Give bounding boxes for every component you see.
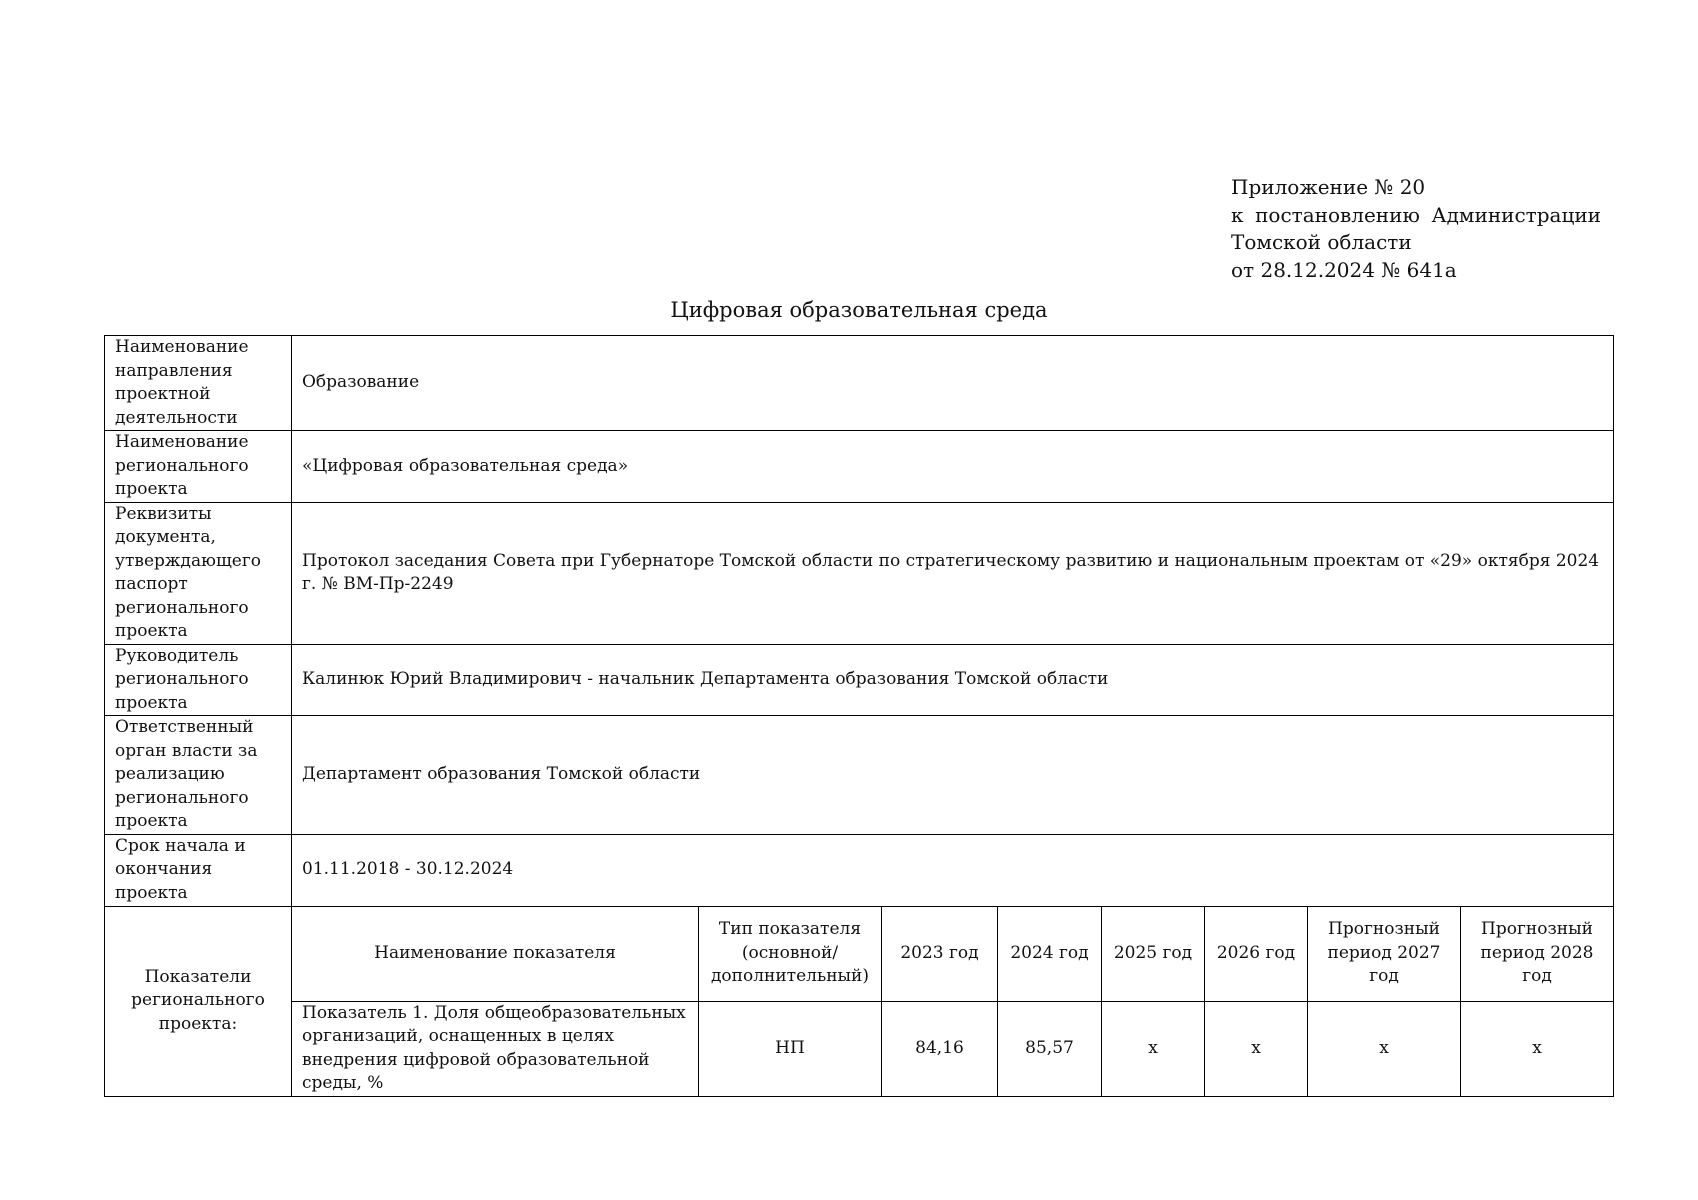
appendix-block bbox=[1231, 174, 1601, 284]
header-year-2026: 2026 год bbox=[1205, 906, 1308, 1001]
indicator-type-cell: НП bbox=[699, 1001, 882, 1096]
appendix-word: постановлению bbox=[1255, 202, 1420, 227]
row-value-document: Протокол заседания Совета при Губернаторе Томской области по стратегическому развитию и национальным проектам от «29» октября 2024 г. № ВМ-Пр-2249 bbox=[292, 502, 1614, 644]
header-year-2025: 2025 год bbox=[1102, 906, 1205, 1001]
header-forecast-2028: Прогнозный период 2028 год bbox=[1461, 906, 1614, 1001]
header-indicator-type: Тип показателя (основной/ дополнительный) bbox=[699, 906, 882, 1001]
project-passport-table bbox=[104, 335, 1614, 1097]
header-year-2024: 2024 год bbox=[998, 906, 1102, 1001]
indicator-value-2027: х bbox=[1308, 1001, 1461, 1096]
indicator-name-cell: Показатель 1. Доля общеобразовательных организаций, оснащенных в целях внедрения цифровой образовательной среды, % bbox=[292, 1001, 699, 1096]
row-value-project-name: «Цифровая образовательная среда» bbox=[292, 431, 1614, 503]
appendix-date-number: от 28.12.2024 № 641а bbox=[1231, 257, 1457, 282]
header-year-2023: 2023 год bbox=[882, 906, 998, 1001]
appendix-word: к bbox=[1231, 202, 1244, 227]
document-title: Цифровая образовательная среда bbox=[670, 298, 1048, 322]
indicator-value-2028: х bbox=[1461, 1001, 1614, 1096]
appendix-region: Томской области bbox=[1231, 230, 1412, 254]
row-value-period: 01.11.2018 - 30.12.2024 bbox=[292, 834, 1614, 906]
appendix-word: Администрации bbox=[1431, 202, 1601, 227]
appendix-number: Приложение № 20 bbox=[1231, 175, 1426, 199]
row-label-head: Руководитель регионального проекта bbox=[105, 644, 292, 716]
passport-row bbox=[105, 431, 1614, 503]
indicator-value-2023: 84,16 bbox=[882, 1001, 998, 1096]
row-value-direction: Образование bbox=[292, 336, 1614, 431]
row-label-period: Срок начала и окончания проекта bbox=[105, 834, 292, 906]
passport-row bbox=[105, 336, 1614, 431]
indicator-value-2026: х bbox=[1205, 1001, 1308, 1096]
row-label-project-name: Наименование регионального проекта bbox=[105, 431, 292, 503]
header-forecast-2027: Прогнозный период 2027 год bbox=[1308, 906, 1461, 1001]
row-label-direction: Наименование направления проектной деятельности bbox=[105, 336, 292, 431]
passport-row bbox=[105, 716, 1614, 835]
indicator-value-2024: 85,57 bbox=[998, 1001, 1102, 1096]
header-indicator-name: Наименование показателя bbox=[292, 906, 699, 1001]
appendix-resolution-line bbox=[1231, 202, 1601, 230]
passport-row bbox=[105, 502, 1614, 644]
row-value-head: Калинюк Юрий Владимирович - начальник Департамента образования Томской области bbox=[292, 644, 1614, 716]
passport-row bbox=[105, 834, 1614, 906]
row-label-responsible: Ответственный орган власти за реализацию регионального проекта bbox=[105, 716, 292, 835]
indicator-row bbox=[105, 1001, 1614, 1096]
indicator-value-2025: х bbox=[1102, 1001, 1205, 1096]
indicators-label: Показатели регионального проекта: bbox=[105, 906, 292, 1096]
row-value-responsible: Департамент образования Томской области bbox=[292, 716, 1614, 835]
row-label-document: Реквизиты документа, утверждающего паспорт регионального проекта bbox=[105, 502, 292, 644]
passport-row bbox=[105, 644, 1614, 716]
indicators-header-row bbox=[105, 906, 1614, 1001]
